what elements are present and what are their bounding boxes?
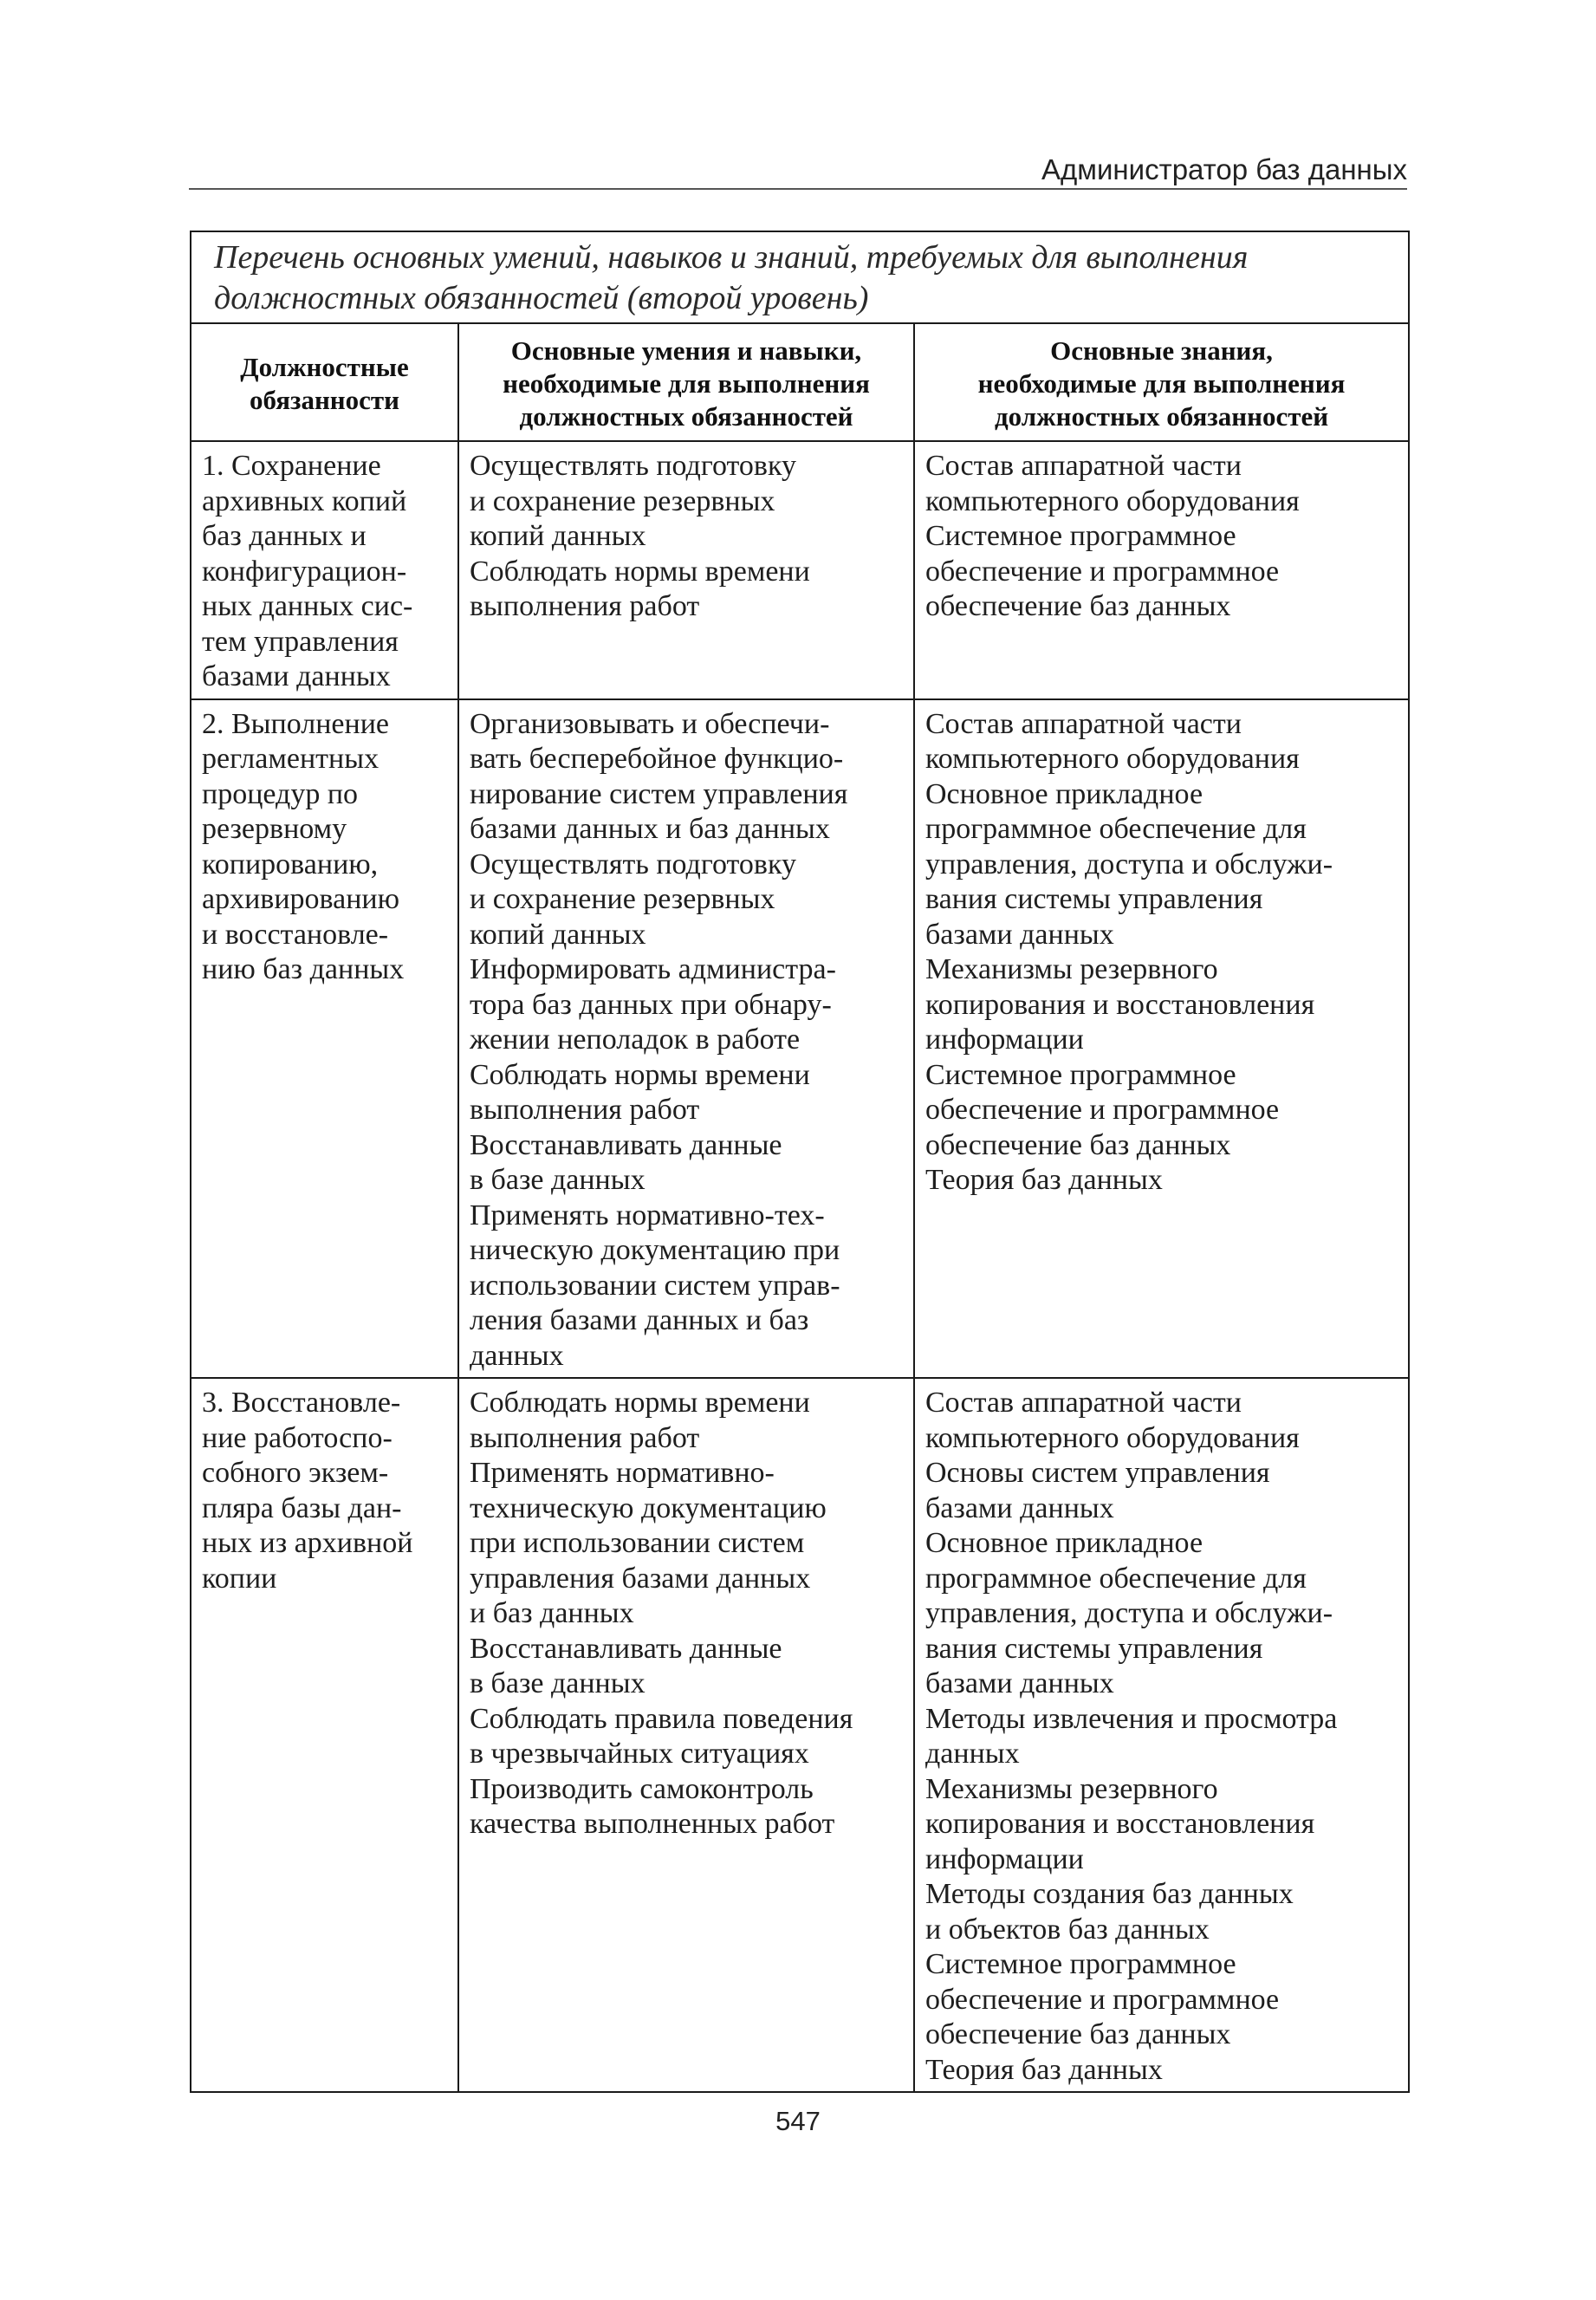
cell-line: и объектов баз данных (925, 1913, 1210, 1946)
table-caption-row (191, 231, 1409, 323)
cell-line: обеспечение и программное (925, 555, 1280, 588)
cell-line: обеспечение и программное (925, 1983, 1280, 2016)
header-line: должностных обязанностей (994, 401, 1329, 432)
cell-line: Системное программное (925, 1948, 1236, 1980)
cell-line: Соблюдать нормы времени (470, 1387, 810, 1419)
table-caption (191, 231, 1409, 323)
cell-line: Основное прикладное (925, 1527, 1203, 1559)
cell-line: обеспечение баз данных (925, 2018, 1231, 2050)
cell-line: нирование систем управления (470, 777, 848, 810)
cell-line: обеспечение баз данных (925, 1128, 1231, 1161)
cell-line: тем управления (202, 625, 399, 658)
cell-line: выполнения работ (470, 1094, 700, 1126)
cell-line: базами данных (925, 1491, 1114, 1524)
cell-line: ных данных сис- (202, 590, 413, 622)
cell-line: Механизмы резервного (925, 953, 1218, 985)
cell-line: ных из архивной (202, 1527, 413, 1559)
header-line: необходимые для выполнения (977, 368, 1346, 399)
caption-line: Перечень основных умений, навыков и знаний, требуемых для выполнения (214, 239, 1249, 276)
page-number: 547 (775, 2106, 821, 2136)
cell-line: Методы создания баз данных (925, 1878, 1294, 1910)
cell-line: Состав аппаратной части (925, 1387, 1242, 1419)
cell-line: Применять нормативно-тех- (470, 1199, 825, 1231)
cell-line: пляра базы дан- (202, 1491, 402, 1524)
cell-line: Состав аппаратной части (925, 450, 1242, 482)
header-line: обязанности (249, 385, 400, 415)
cell-line: техническую документацию (470, 1491, 827, 1524)
cell-line: процедур по (202, 777, 359, 810)
cell-line: собного экзем- (202, 1457, 389, 1489)
cell-line: базами данных (202, 660, 391, 692)
cell-line: копирования и восстановления (925, 988, 1315, 1021)
cell-line: вания системы управления (925, 883, 1263, 915)
cell-line: управления базами данных (470, 1562, 811, 1595)
column-header-duties (191, 323, 458, 441)
skills-cell (458, 1378, 914, 2092)
cell-line: в базе данных (470, 1164, 646, 1196)
cell-line: в базе данных (470, 1667, 646, 1699)
cell-line: при использовании систем (470, 1527, 805, 1559)
column-header-knowledge (914, 323, 1409, 441)
cell-line: управления, доступа и обслужи- (925, 1597, 1333, 1629)
cell-line: базами данных (925, 1667, 1114, 1699)
cell-line: архивных копий (202, 484, 407, 517)
cell-line: Восстанавливать данные (470, 1632, 782, 1665)
cell-line: 3. Восстановле- (202, 1387, 401, 1419)
duty-cell (191, 699, 458, 1379)
cell-line: управления, доступа и обслужи- (925, 848, 1333, 880)
table-row (191, 441, 1409, 699)
cell-line: Восстанавливать данные (470, 1128, 782, 1161)
cell-line: регламентных (202, 743, 380, 775)
cell-line: Соблюдать правила поведения (470, 1702, 853, 1735)
cell-line: вать бесперебойное функцио- (470, 743, 844, 775)
header-line: Должностные (240, 352, 409, 382)
skills-cell (458, 441, 914, 699)
table-row (191, 1378, 1409, 2092)
cell-line: базами данных и баз данных (470, 813, 830, 845)
cell-line: копированию, (202, 848, 379, 880)
cell-line: Соблюдать нормы времени (470, 555, 810, 588)
cell-line: программное обеспечение для (925, 813, 1307, 845)
caption-line: должностных обязанностей (второй уровень) (214, 280, 869, 316)
cell-line: в чрезвычайных ситуациях (470, 1738, 809, 1770)
knowledge-cell (914, 1378, 1409, 2092)
cell-line: и сохранение резервных (470, 484, 775, 517)
cell-line: и баз данных (470, 1597, 634, 1629)
cell-line: информации (925, 1023, 1084, 1056)
cell-line: обеспечение и программное (925, 1094, 1280, 1126)
cell-line: программное обеспечение для (925, 1562, 1307, 1595)
cell-line: Теория баз данных (925, 2053, 1163, 2086)
cell-line: 2. Выполнение (202, 707, 390, 740)
cell-line: ние работоспо- (202, 1421, 393, 1454)
cell-line: Системное программное (925, 1058, 1236, 1091)
knowledge-cell (914, 441, 1409, 699)
cell-line: тора баз данных при обнару- (470, 988, 832, 1021)
cell-line: резервному (202, 813, 347, 845)
cell-line: Теория баз данных (925, 1164, 1163, 1196)
cell-line: ническую документацию при (470, 1234, 840, 1266)
cell-line: вания системы управления (925, 1632, 1263, 1665)
knowledge-cell (914, 699, 1409, 1379)
cell-line: Организовывать и обеспечи- (470, 707, 830, 740)
cell-line: данных (470, 1339, 564, 1372)
cell-line: выполнения работ (470, 590, 700, 622)
cell-line: и восстановле- (202, 918, 389, 951)
cell-line: копирования и восстановления (925, 1808, 1315, 1840)
column-header-row (191, 323, 1409, 441)
cell-line: Соблюдать нормы времени (470, 1058, 810, 1091)
duty-cell (191, 441, 458, 699)
column-header-skills (458, 323, 914, 441)
cell-line: ления базами данных и баз (470, 1304, 809, 1336)
cell-line: Состав аппаратной части (925, 707, 1242, 740)
cell-line: компьютерного оборудования (925, 743, 1300, 775)
cell-line: выполнения работ (470, 1421, 700, 1454)
cell-line: жении неполадок в работе (470, 1023, 801, 1056)
cell-line: копии (202, 1562, 277, 1595)
cell-line: нию баз данных (202, 953, 405, 985)
cell-line: информации (925, 1842, 1084, 1875)
cell-line: конфигурацион- (202, 555, 407, 588)
cell-line: копий данных (470, 520, 646, 552)
cell-line: Основы систем управления (925, 1457, 1270, 1489)
cell-line: 1. Сохранение (202, 450, 381, 482)
header-line: должностных обязанностей (519, 401, 853, 432)
running-title: Администратор баз данных (1041, 153, 1407, 185)
cell-line: Системное программное (925, 520, 1236, 552)
cell-line: качества выполненных работ (470, 1808, 835, 1840)
cell-line: Основное прикладное (925, 777, 1203, 810)
cell-line: Информировать администра- (470, 953, 836, 985)
cell-line: Методы извлечения и просмотра (925, 1702, 1338, 1735)
cell-line: базами данных (925, 918, 1114, 951)
cell-line: Применять нормативно- (470, 1457, 775, 1489)
cell-line: Механизмы резервного (925, 1772, 1218, 1805)
header-line: Основные умения и навыки, (510, 335, 862, 366)
cell-line: обеспечение баз данных (925, 590, 1231, 622)
cell-line: компьютерного оборудования (925, 1421, 1300, 1454)
skills-cell (458, 699, 914, 1379)
cell-line: компьютерного оборудования (925, 484, 1300, 517)
table-row (191, 699, 1409, 1379)
cell-line: архивированию (202, 883, 400, 915)
cell-line: Производить самоконтроль (470, 1772, 814, 1805)
cell-line: Осуществлять подготовку (470, 450, 797, 482)
cell-line: копий данных (470, 918, 646, 951)
cell-line: использовании систем управ- (470, 1269, 840, 1302)
cell-line: баз данных и (202, 520, 367, 552)
header-line: необходимые для выполнения (503, 368, 870, 399)
header-rule (189, 188, 1407, 190)
header-line: Основные знания, (1050, 335, 1273, 366)
cell-line: данных (925, 1738, 1020, 1770)
duty-cell (191, 1378, 458, 2092)
cell-line: Осуществлять подготовку (470, 848, 797, 880)
competency-table (190, 231, 1410, 2093)
cell-line: и сохранение резервных (470, 883, 775, 915)
